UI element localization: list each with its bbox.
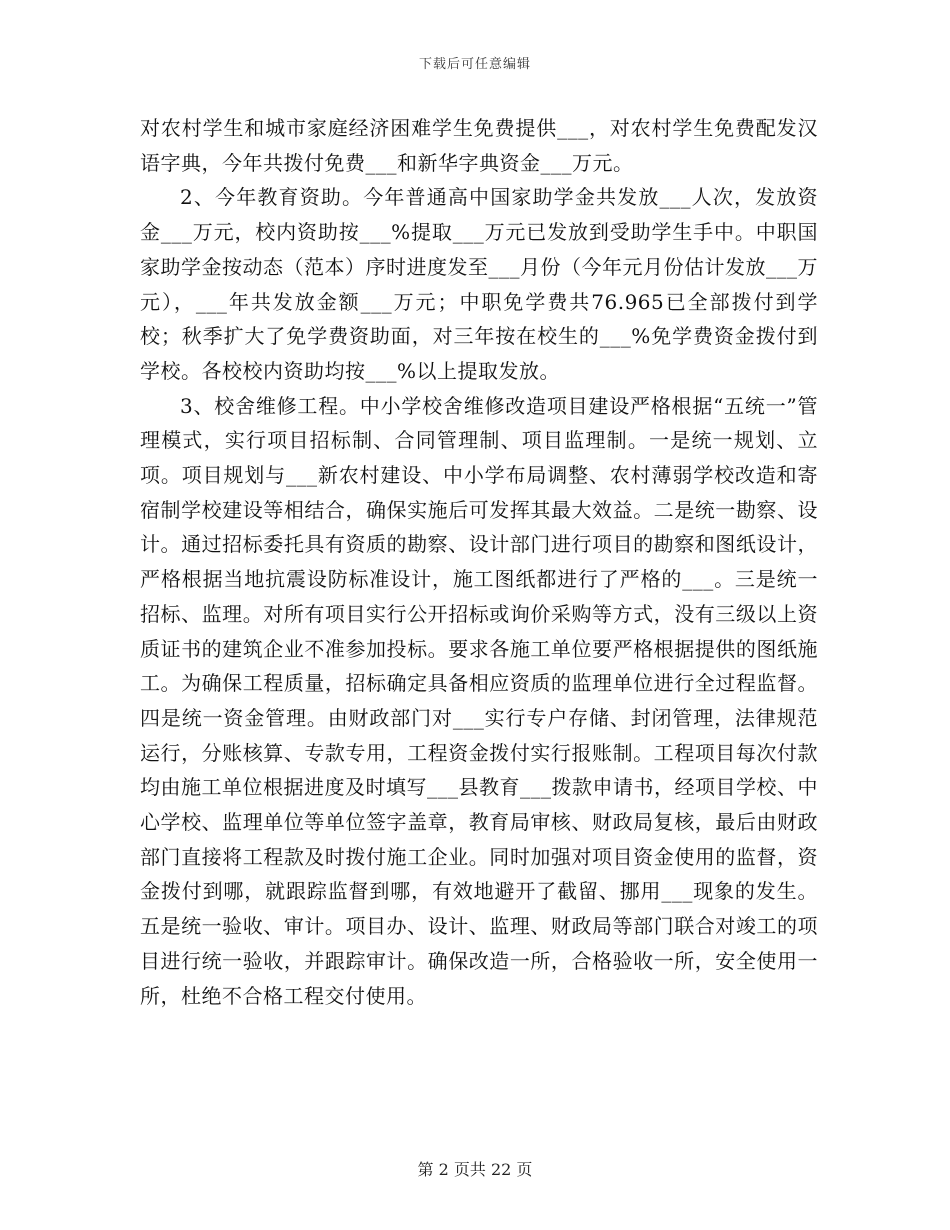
paragraph-continuation: 对农村学生和城市家庭经济困难学生免费提供___，对农村学生免费配发汉语字典，今年共拨付免费___和新华字典资金___万元。 <box>140 116 818 175</box>
paragraph-school-repair: 3、校舍维修工程。中小学校舍维修改造项目建设严格根据“五统一”管理模式，实行项目招标制、合同管理制、项目监理制。一是统一规划、立项。项目规划与___新农村建设、中小学布局调整、农村薄弱学校改造和寄宿制学校建设等相结合，确保实施后可发挥其最大效益。二是统一勘察、设计。通过招标委托具有资质的勘察、设计部门进行项目的勘察和图纸设计，严格根据当地抗震设防标准设计，施工图纸都进行了严格的___。三是统一招标、监理。对所有项目实行公开招标或询价采购等方式，没有三级以上资质证书的建筑企业不准参加投标。要求各施工单位要严格根据提供的图纸施工。为确保工程质量，招标确定具备相应资质的监理单位进行全过程监督。四是统一资金管理。由财政部门对___实行专户存储、封闭管理，法律规范运行，分账核算、专款专用，工程资金拨付实行报账制。工程项目每次付款均由施工单位根据进度及时填写___县教育___拨款申请书，经项目学校、中心学校、监理单位等单位签字盖章，教育局审核、财政局复核，最后由财政部门直接将工程款及时拨付施工企业。同时加强对项目资金使用的监督，资金拨付到哪，就跟踪监督到哪，有效地避开了截留、挪用___现象的发生。五是统一验收、审计。项目办、设计、监理、财政局等部门联合对竣工的项目进行统一验收，并跟踪审计。确保改造一所，合格验收一所，安全使用一所，杜绝不合格工程交付使用。 <box>140 393 818 1008</box>
page-header: 下载后可任意编辑 <box>418 57 531 72</box>
paragraph-education-aid: 2、今年教育资助。今年普通高中国家助学金共发放___人次，发放资金___万元，校内资助按___%提取___万元已发放到受助学生手中。中职国家助学金按动态（范本）序时进度发至___月份（今年元月份估计发放___万元），___年共发放金额___万元；中职免学费共76.965已全部拨付到学校；秋季扩大了免学费资助面，对三年按在校生的___%免学费资金拨付到学校。各校校内资助均按___%以上提取发放。 <box>140 185 818 383</box>
page-footer: 第 2 页共 22 页 <box>417 1160 533 1179</box>
document-body <box>140 111 818 1013</box>
